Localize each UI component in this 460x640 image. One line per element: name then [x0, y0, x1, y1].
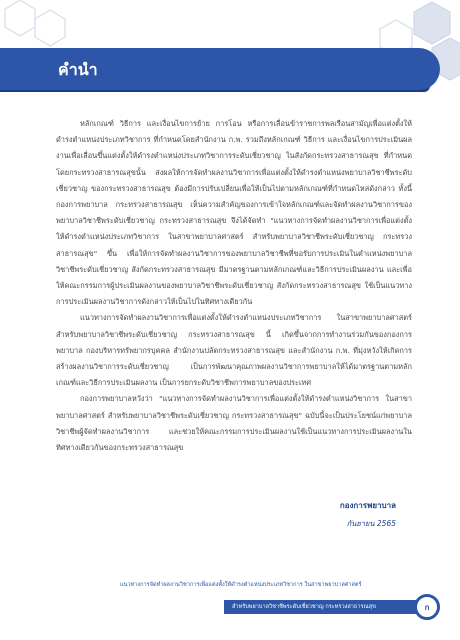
preface-body	[56, 116, 412, 456]
page-title: คำนำ	[58, 60, 98, 79]
page-number-badge	[414, 594, 440, 620]
paragraph-2: แนวทางการจัดทำผลงานวิชาการเพื่อแต่งตั้งให้ดำรงตำแหน่งประเภทวิชาการ ในสาขาพยาบาลศาสตร์ สำหรับพยาบาลวิชาชีพระดับเชี่ยวชาญ กระทรวงสาธารณสุข นี้ เกิดขึ้นจากการทำงานร่วมกันของกองการพยาบาล กองบริหารทรัพยากรบุคคล สำนักงานปลัดกระทรวงสาธารณสุข และสำนักงาน ก.พ. ที่มุ่งหวังให้เกิดการสร้างผลงานวิชาการระดับเชี่ยวชาญ เป็นการพัฒนาคุณภาพผลงานวิชาการพยาบาลให้ได้มาตรฐานตามหลักเกณฑ์และวิธีการประเมินผลงาน เป็นการยกระดับวิชาชีพการพยาบาลของประเทศ	[56, 313, 412, 388]
paragraph-3: กองการพยาบาลหวังว่า "แนวทางการจัดทำผลงานวิชาการเพื่อแต่งตั้งให้ดำรงตำแหน่งวิชาการ ในสาขาพยาบาลศาสตร์ สำหรับพยาบาลวิชาชีพระดับเชี่ยวชาญ กระทรวงสาธารณสุข" ฉบับนี้จะเป็นประโยชน์แก่พยาบาลวิชาชีพผู้จัดทำผลงานวิชาการ และช่วยให้คณะกรรมการประเมินผลงานใช้เป็นแนวทางการประเมินผลงานในทิศทางเดียวกันของกระทรวงสาธารณสุข	[56, 394, 412, 453]
footer-title: แนวทางการจัดทำผลงานวิชาการเพื่อแต่งตั้งให้ดำรงตำแหน่งประเภทวิชาการ ในสาขาพยาบาลศาสตร์	[120, 582, 362, 588]
footer-subtitle: สำหรับพยาบาลวิชาชีพระดับเชี่ยวชาญ กระทรวงสาธารณสุข	[232, 604, 376, 610]
signature-block	[246, 499, 396, 530]
signature-date: กันยายน 2565	[346, 519, 396, 528]
paragraph-1: หลักเกณฑ์ วิธีการ และเงื่อนไขการย้าย การโอน หรือการเลื่อนข้าราชการพลเรือนสามัญเพื่อแต่งตั้งให้ดำรงตำแหน่งประเภทวิชาการ ที่กำหนดโดยสำนักงาน ก.พ. รวมถึงหลักเกณฑ์ วิธีการ และเงื่อนไขการประเมินผลงานเพื่อเลื่อนขึ้นแต่งตั้งให้ดำรงตำแหน่งประเภทวิชาการระดับเชี่ยวชาญ ในสังกัดกระทรวงสาธารณสุข ที่กำหนดโดยกระทรวงสาธารณสุขนั้น ส่งผลให้การจัดทำผลงานวิชาการเพื่อแต่งตั้งให้ดำรงตำแหน่งพยาบาลวิชาชีพระดับเชี่ยวชาญ ของกระทรวงสาธารณสุข ต้องมีการปรับเปลี่ยนเพื่อให้เป็นไปตามหลักเกณฑ์ที่กำหนดไหล่ดังกล่าว ทั้งนี้กองการพยาบาล กระทรวงสาธารณสุข เห็นความสำคัญของการเข้าใจหลักเกณฑ์และจัดทำผลงานวิชาการของพยาบาลวิชาชีพระดับเชี่ยวชาญ กระทรวงสาธารณสุข จึงได้จัดทำ "แนวทางการจัดทำผลงานวิชาการเพื่อแต่งตั้งให้ดำรงตำแหน่งประเภทวิชาการ ในสาขาพยาบาลศาสตร์ สำหรับพยาบาลวิชาชีพระดับเชี่ยวชาญ กระทรวงสาธารณสุข" ขึ้น เพื่อให้การจัดทำผลงานวิชาการของพยาบาลวิชาชีพที่ขอรับการประเมินในตำแหน่งพยาบาลวิชาชีพระดับเชี่ยวชาญ สังกัดกระทรวงสาธารณสุข มีมาตรฐานตามหลักเกณฑ์และวิธีการประเมินผลงาน และเพื่อให้คณะกรรมการผู้ประเมินผลงานของพยาบาลวิชาชีพระดับเชี่ยวชาญ สังกัดกระทรวงสาธารณสุข ใช้เป็นแนวทางการประเมินผลงานวิชาการดังกล่าวให้เป็นไปในทิศทางเดียวกัน	[56, 119, 412, 307]
signature-org: กองการพยาบาล	[339, 501, 396, 510]
page-number: ก	[424, 602, 430, 612]
